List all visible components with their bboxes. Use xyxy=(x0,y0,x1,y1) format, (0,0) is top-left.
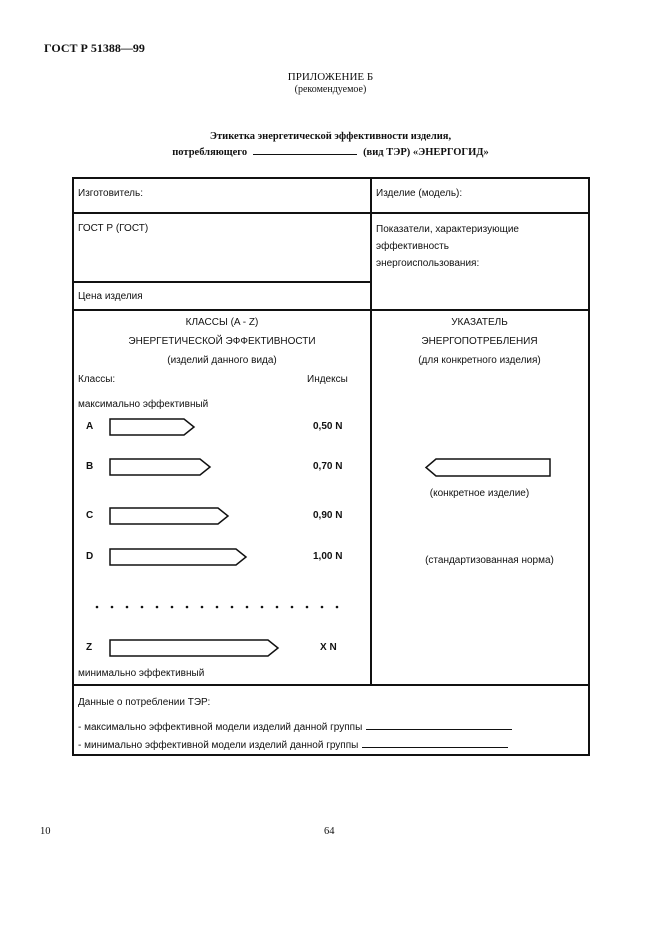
classes-title-2: ЭНЕРГЕТИЧЕСКОЙ ЭФФЕКТИВНОСТИ xyxy=(128,336,316,347)
class-letter-b: B xyxy=(86,461,94,472)
row-divider-1 xyxy=(72,212,589,214)
appendix-title: ПРИЛОЖЕНИЕ Б xyxy=(287,71,374,83)
classes-title-3: (изделий данного вида) xyxy=(167,355,277,366)
class-letter-z: Z xyxy=(86,642,93,653)
class-letter-d: D xyxy=(86,551,94,562)
classes-column-label: Классы: xyxy=(78,374,116,385)
class-letter-a: A xyxy=(86,421,94,432)
min-efficient-label: минимально эффективный xyxy=(78,668,205,679)
class-arrow-c xyxy=(108,506,232,526)
product-model-label: Изделие (модель): xyxy=(376,188,463,199)
indicators-label-2: эффективность xyxy=(376,241,449,252)
price-label: Цена изделия xyxy=(78,291,143,302)
consumption-indicator-arrow xyxy=(424,457,554,479)
class-arrow-a xyxy=(108,417,198,437)
label-title-line1: Этикетка энергетической эффективности изделия, xyxy=(209,131,452,142)
classes-title-1: КЛАССЫ (A - Z) xyxy=(185,317,259,328)
class-arrow-z xyxy=(108,638,282,658)
label-title-line2 xyxy=(0,145,661,158)
consumption-min-label: - минимально эффективной модели изделий данной группы xyxy=(78,740,359,751)
class-arrow-d xyxy=(108,547,250,567)
appendix-note: (рекомендуемое) xyxy=(294,84,367,95)
indices-column-label: Индексы xyxy=(307,374,348,385)
class-letter-c: C xyxy=(86,510,94,521)
label-title-prefix: потребляющего xyxy=(172,147,248,158)
class-index-z: X N xyxy=(320,642,337,653)
resource-type-blank xyxy=(253,145,357,155)
consumption-min-row xyxy=(78,737,508,751)
gost-label: ГОСТ Р (ГОСТ) xyxy=(78,223,149,234)
indicator-title-3: (для конкретного изделия) xyxy=(418,355,541,366)
indicators-label-1: Показатели, характеризующие xyxy=(376,224,519,235)
class-index-b: 0,70 N xyxy=(313,461,343,472)
class-arrow-b xyxy=(108,457,214,477)
row-divider-3 xyxy=(72,309,589,311)
indicators-label-3: энергоиспользования: xyxy=(376,258,480,269)
column-divider-upper xyxy=(370,177,372,686)
class-index-a: 0,50 N xyxy=(313,421,343,432)
classes-ellipsis-dots xyxy=(92,604,348,610)
class-index-d: 1,00 N xyxy=(313,551,343,562)
indicator-title-2: ЭНЕРГОПОТРЕБЛЕНИЯ xyxy=(421,336,538,347)
consumption-max-label: - максимально эффективной модели изделий данной группы xyxy=(78,722,363,733)
page-number: 64 xyxy=(324,826,335,837)
row-divider-2 xyxy=(72,281,372,283)
class-index-c: 0,90 N xyxy=(313,510,343,521)
consumption-title: Данные о потреблении ТЭР: xyxy=(78,697,211,708)
consumption-max-row xyxy=(78,719,512,733)
standardized-norm-label: (стандартизованная норма) xyxy=(425,555,554,566)
document-standard-header: ГОСТ Р 51388—99 xyxy=(44,41,145,55)
consumption-max-blank xyxy=(366,719,512,730)
manufacturer-label: Изготовитель: xyxy=(78,188,143,199)
specific-product-label: (конкретное изделие) xyxy=(429,488,530,499)
consumption-min-blank xyxy=(362,737,508,748)
row-divider-4 xyxy=(72,684,589,686)
label-title-suffix: (вид ТЭР) «ЭНЕРГОГИД» xyxy=(363,147,489,158)
max-efficient-label: максимально эффективный xyxy=(78,399,209,410)
indicator-title-1: УКАЗАТЕЛЬ xyxy=(451,317,508,328)
footer-left-number: 10 xyxy=(40,826,51,837)
